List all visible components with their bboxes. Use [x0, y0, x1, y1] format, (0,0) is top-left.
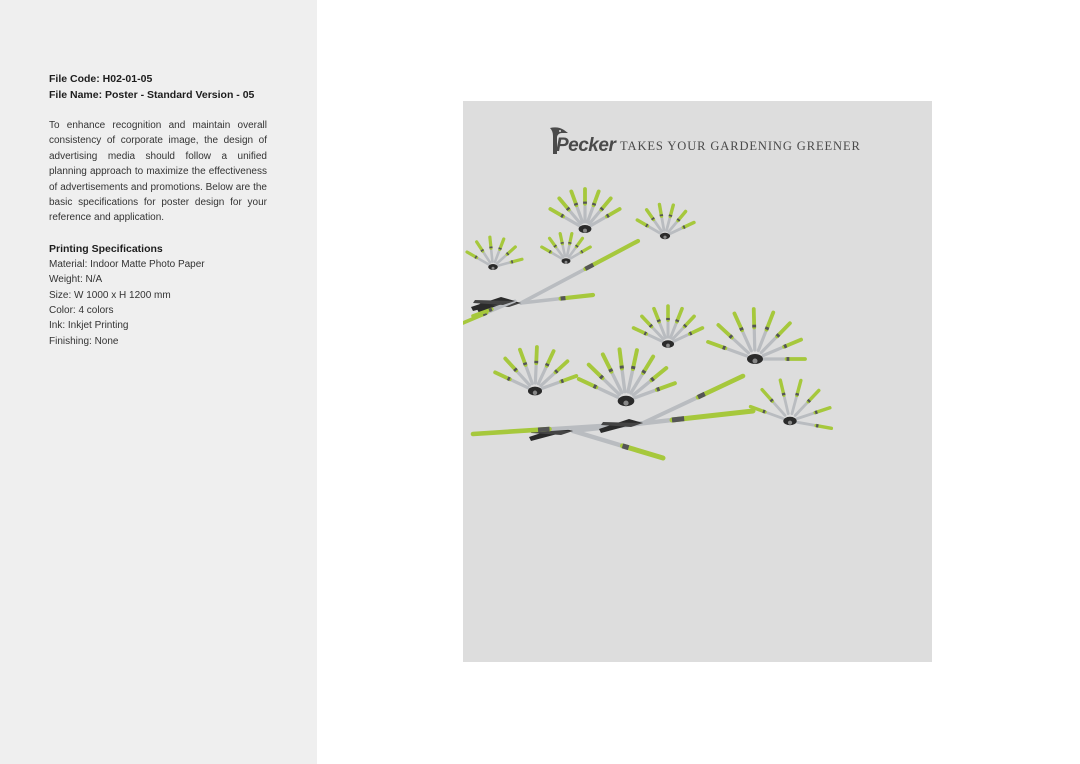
spec-finishing: Finishing: None — [49, 335, 119, 347]
left-panel — [0, 0, 317, 764]
spec-ink: Ink: Inkjet Printing — [49, 320, 129, 332]
spec-color: Color: 4 colors — [49, 305, 114, 317]
spec-weight: Weight: N/A — [49, 274, 103, 286]
brand-row — [548, 126, 861, 156]
poster-preview — [463, 101, 932, 662]
poster-slogan: TAKES YOUR GARDENING GREENER — [620, 139, 861, 153]
intro-paragraph: To enhance recognition and maintain overall consistency of corporate image, the design of advertising media should follow a unified planning approach to maximize the effectiveness of advertisements and promotions. Below are the basic specifications for poster design for your reference and application. — [49, 120, 267, 224]
pruner-artwork — [463, 101, 932, 662]
file-name: File Name: Poster - Standard Version - 05 — [49, 89, 255, 101]
printing-specifications-heading: Printing Specifications — [49, 242, 163, 255]
brand-wordmark: Pecker — [556, 135, 616, 156]
file-code: File Code: H02-01-05 — [49, 73, 153, 85]
spec-material: Material: Indoor Matte Photo Paper — [49, 258, 205, 270]
spec-text-block — [49, 71, 267, 349]
spec-size: Size: W 1000 x H 1200 mm — [49, 289, 171, 301]
pecker-logo — [548, 126, 616, 156]
